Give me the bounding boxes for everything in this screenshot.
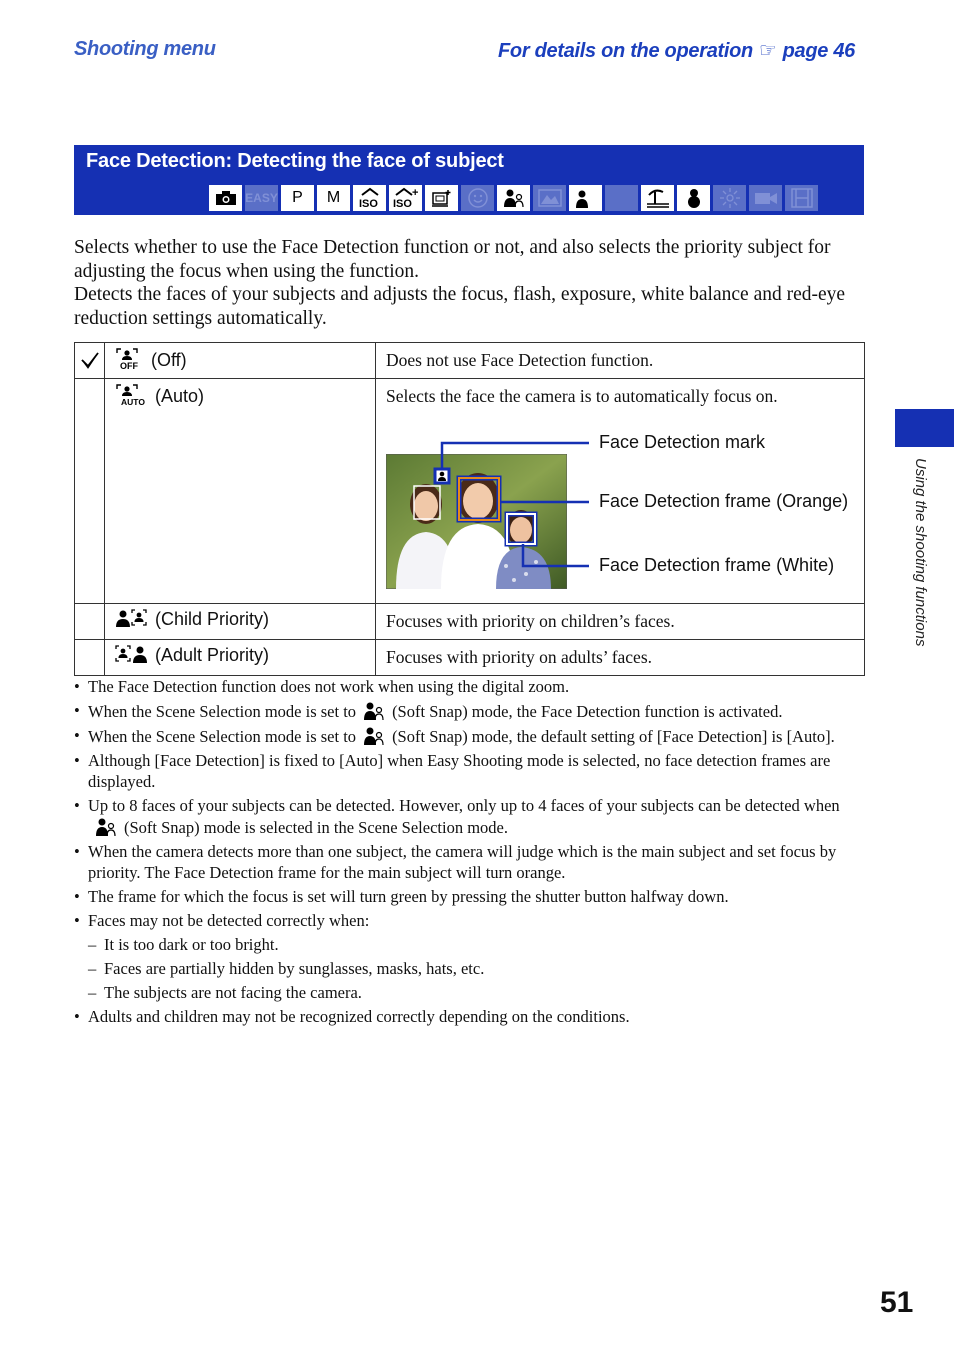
option-description: Selects the face the camera is to automatically focus on. [386,386,778,406]
child-priority-icon [115,609,149,634]
manual-mode-icon: M [317,185,350,211]
option-off[interactable]: OFF (Off) [105,343,376,379]
face-detection-illustration [386,407,854,597]
intro-paragraph: Detects the faces of your subjects and adjusts the focus, flash, exposure, white balance and red-eye reduction settings automatically. [74,284,846,329]
chapter-label: Using the shooting functions [912,458,929,647]
svg-text:AUTO: AUTO [121,397,145,406]
svg-text:+: + [411,187,418,199]
svg-text:OFF: OFF [120,361,138,370]
table-row [75,604,865,640]
list-item: – Faces are partially hidden by sunglasses, masks, hats, etc. [74,958,869,979]
default-marker-cell [75,604,105,640]
option-auto[interactable]: AUTO (Auto) [105,379,376,604]
table-row [75,379,865,604]
twilight-icon [605,185,638,211]
twilight-portrait-icon [569,185,602,211]
soft-snap-icon [497,185,530,211]
svg-text:ISO: ISO [358,198,378,209]
list-item: • When the Scene Selection mode is set to (Soft Snap) mode, the Face Detection function is activated. [74,700,869,722]
movie-icon [749,185,782,211]
option-adult-priority[interactable]: (Adult Priority) [105,640,376,676]
high-sensitivity-icon [353,185,386,211]
snow-icon [677,185,710,211]
list-item: • When the camera detects more than one subject, the camera will judge which is the main subject and set focus by priority. The Face Detection frame for the main subject will turn orange. [74,841,869,883]
option-description: Focuses with priority on adults’ faces. [376,640,865,676]
face-auto-icon [115,384,149,411]
list-item: • Although [Face Detection] is fixed to [Auto] when Easy Shooting mode is selected, no face detection frames are displayed. [74,750,869,792]
pointing-hand-icon: ☞ [758,40,777,62]
default-marker-cell [75,343,105,379]
film-icon [785,185,818,211]
details-reference[interactable] [498,38,855,63]
program-mode-icon: P [281,185,314,211]
smile-face-icon [461,185,494,211]
soft-snap-icon [362,700,386,722]
fireworks-icon [713,185,746,211]
option-child-priority[interactable]: (Child Priority) [105,604,376,640]
soft-snap-icon [94,816,118,838]
list-item: • Adults and children may not be recognized correctly depending on the conditions. [74,1006,869,1027]
options-table [74,342,865,676]
advanced-sensitivity-icon [389,185,422,211]
notes-list [74,676,869,1030]
chapter-tab [895,409,954,447]
mode-availability-row [209,185,818,211]
list-item: • Faces may not be detected correctly when: [74,910,869,931]
smile-shutter-icon [425,185,458,211]
list-item: – The subjects are not facing the camera. [74,982,869,1003]
svg-text:ISO: ISO [392,198,412,209]
face-off-icon [115,348,145,375]
list-item: • The frame for which the focus is set will turn green by pressing the shutter button halfway down. [74,886,869,907]
function-title: Face Detection: Detecting the face of subject [86,150,504,172]
table-row [75,640,865,676]
option-description-cell [376,379,865,604]
page-number: 51 [880,1286,914,1319]
camera-auto-icon [209,185,242,211]
intro-text [74,236,869,330]
callout-frame-white: Face Detection frame (White) [599,555,835,575]
list-item: – It is too dark or too bright. [74,934,869,955]
option-description: Does not use Face Detection function. [376,343,865,379]
function-title-bar [74,145,864,215]
list-item: • When the Scene Selection mode is set to (Soft Snap) mode, the default setting of [Face Detection] is [Auto]. [74,725,869,747]
landscape-icon [533,185,566,211]
details-prefix: For details on the operation [498,40,753,62]
default-marker-cell [75,379,105,604]
list-item: • Up to 8 faces of your subjects can be detected. However, only up to 4 faces of your subjects can be detected when(Soft Snap) mode is selected in the Scene Selection mode. [74,795,869,838]
list-item: • The Face Detection function does not work when using the digital zoom. [74,676,869,697]
table-row [75,343,865,379]
easy-mode-icon: EASY [245,185,278,211]
soft-snap-icon [362,725,386,747]
adult-priority-icon [115,645,149,670]
beach-icon [641,185,674,211]
intro-paragraph: Selects whether to use the Face Detection function or not, and also selects the priority subject for adjusting the focus when using the function. [74,237,831,282]
callout-face-detection-mark: Face Detection mark [599,432,766,452]
details-page-link[interactable]: page 46 [782,40,855,62]
checkmark-icon [79,349,101,371]
default-marker-cell [75,640,105,676]
callout-frame-orange: Face Detection frame (Orange) [599,491,849,511]
option-description: Focuses with priority on children’s faces. [376,604,865,640]
section-title: Shooting menu [74,38,216,60]
